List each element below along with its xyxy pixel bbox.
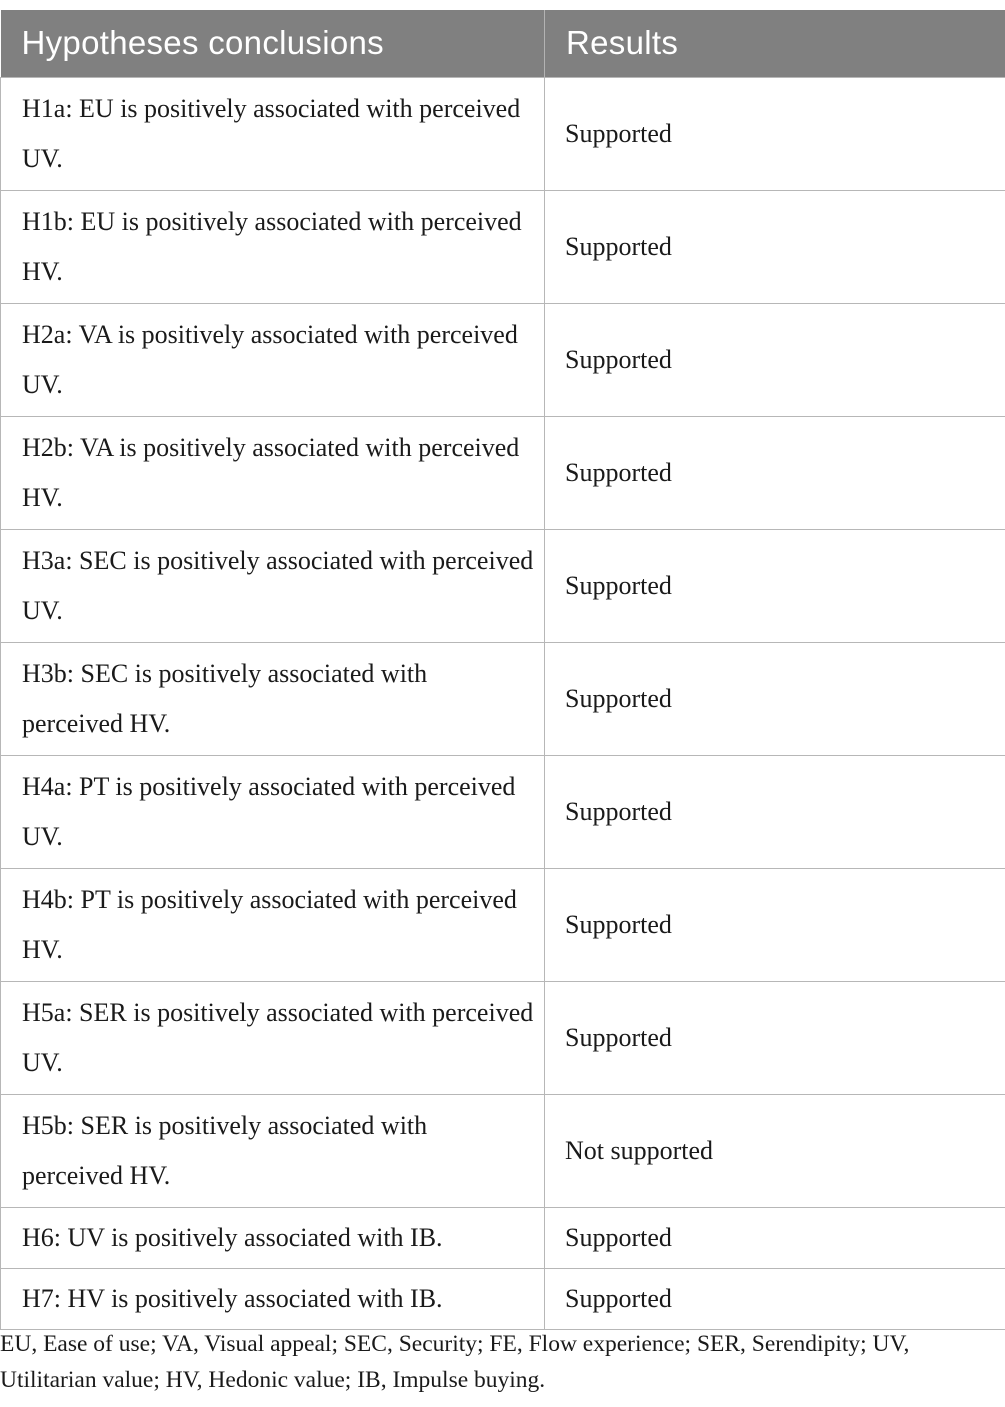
result-cell: Supported: [545, 303, 1005, 416]
table-row: [1, 529, 1005, 642]
hypothesis-cell: H4b: PT is positively associated with perceived HV.: [1, 868, 545, 981]
hypothesis-cell: H5a: SER is positively associated with perceived UV.: [1, 981, 545, 1094]
hypothesis-cell: H3b: SEC is positively associated with perceived HV.: [1, 642, 545, 755]
table-row: [1, 303, 1005, 416]
table-row: [1, 1268, 1005, 1329]
table-footnote: EU, Ease of use; VA, Visual appeal; SEC, Security; FE, Flow experience; SER, Serendipity; UV, Utilitarian value; HV, Hedonic value; IB, Impulse buying.: [0, 1331, 910, 1393]
table-row: [1, 77, 1005, 190]
table-row: [1, 755, 1005, 868]
result-cell: Supported: [545, 868, 1005, 981]
result-cell: Supported: [545, 416, 1005, 529]
result-cell: Supported: [545, 1268, 1005, 1329]
table-row: [1, 981, 1005, 1094]
result-cell: Supported: [545, 1207, 1005, 1268]
result-cell: Supported: [545, 642, 1005, 755]
table-row: [1, 868, 1005, 981]
table-row: [1, 190, 1005, 303]
result-cell: Supported: [545, 981, 1005, 1094]
header-results: Results: [545, 10, 1005, 77]
result-cell: Supported: [545, 529, 1005, 642]
table-row: [1, 642, 1005, 755]
table-row: [1, 416, 1005, 529]
header-hypotheses: Hypotheses conclusions: [1, 10, 545, 77]
table-header-row: [1, 10, 1005, 77]
hypothesis-cell: H1b: EU is positively associated with perceived HV.: [1, 190, 545, 303]
hypothesis-cell: H4a: PT is positively associated with perceived UV.: [1, 755, 545, 868]
hypotheses-table: [0, 10, 1005, 1330]
result-cell: Supported: [545, 190, 1005, 303]
result-cell: Supported: [545, 755, 1005, 868]
hypothesis-cell: H1a: EU is positively associated with perceived UV.: [1, 77, 545, 190]
hypothesis-cell: H3a: SEC is positively associated with perceived UV.: [1, 529, 545, 642]
hypothesis-cell: H6: UV is positively associated with IB.: [1, 1207, 545, 1268]
hypothesis-cell: H7: HV is positively associated with IB.: [1, 1268, 545, 1329]
hypothesis-cell: H2a: VA is positively associated with perceived UV.: [1, 303, 545, 416]
result-cell: Not supported: [545, 1094, 1005, 1207]
table-row: [1, 1094, 1005, 1207]
hypothesis-cell: H2b: VA is positively associated with perceived HV.: [1, 416, 545, 529]
hypothesis-cell: H5b: SER is positively associated with perceived HV.: [1, 1094, 545, 1207]
result-cell: Supported: [545, 77, 1005, 190]
table-row: [1, 1207, 1005, 1268]
